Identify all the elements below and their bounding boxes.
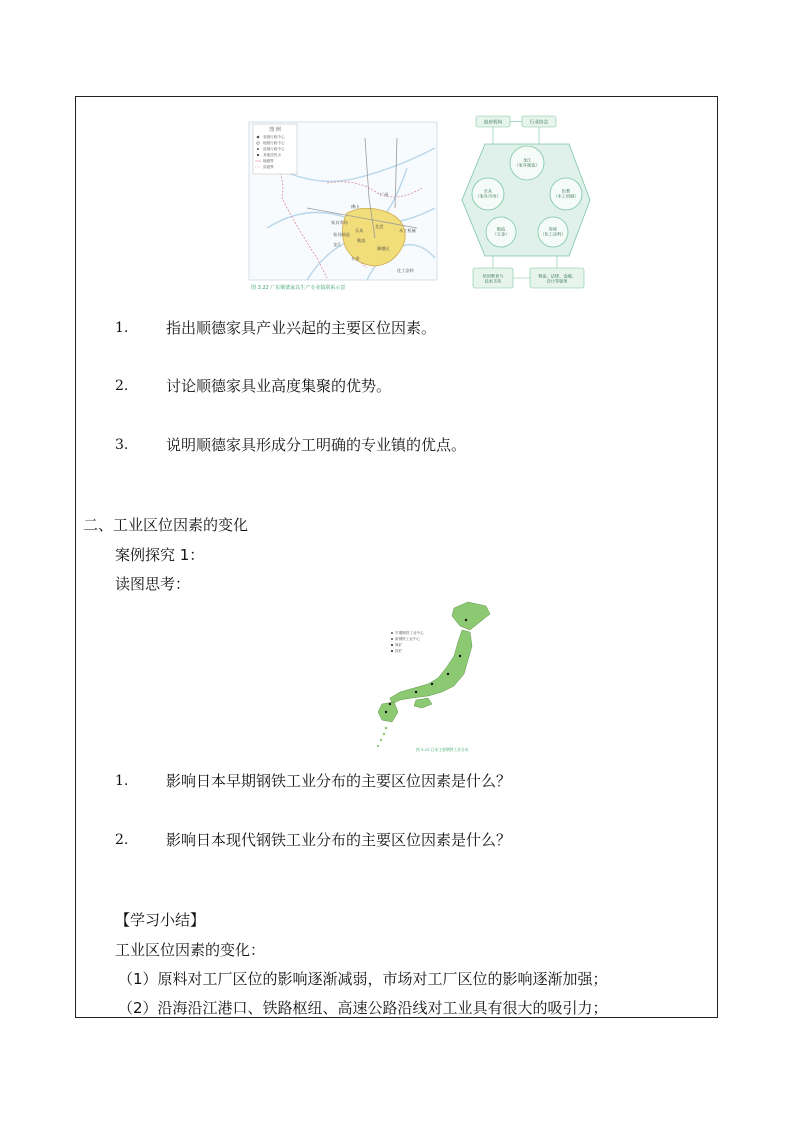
place-label: 化工涂料 (397, 268, 414, 273)
network-node-leliu: 勒流（五金） (492, 226, 510, 237)
legend-item: 铁矿 (395, 649, 403, 654)
question-text: 讨论顺德家具业高度集聚的优势。 (166, 377, 392, 395)
legend-symbol (257, 148, 259, 150)
network-box-services: 物流、法律、金融、会计等服务 (538, 273, 576, 284)
question-number: 1. (115, 320, 129, 336)
summary-item: （1）原料对工厂区位的影响逐渐减弱，市场对工厂区位的影响逐渐加强； (118, 970, 608, 988)
place-label: 家具制造 (333, 232, 350, 237)
legend-item: 地级行政中心 (263, 141, 285, 145)
legend-symbol (257, 154, 259, 156)
place-label: 顺德区 (377, 246, 390, 251)
legend-item: 省级行政中心 (263, 135, 285, 139)
question-number: 1. (115, 773, 129, 789)
legend-symbol (257, 136, 260, 139)
figure-caption: 图 3.22 广东顺德家具生产专业镇联系示意 (251, 285, 346, 291)
question-text: 指出顺德家具产业兴起的主要区位因素。 (166, 319, 437, 337)
network-node-lecong: 乐从（家具市场） (475, 188, 501, 199)
network-node-longjiang: 龙江（家具制造） (514, 157, 540, 168)
legend-item: 煤矿 (395, 643, 403, 648)
network-box-government: 政府机构 (483, 120, 503, 126)
legend-item: 地级界 (263, 159, 274, 163)
place-label: 勒流 (357, 238, 366, 243)
legend-item: 早期钢铁工业中心 (395, 631, 424, 636)
question-number: 2. (115, 378, 129, 394)
question-text: 说明顺德家具形成分工明确的专业镇的优点。 (166, 436, 467, 454)
ryukyu-islands (377, 727, 386, 746)
place-label: 北滘 (375, 224, 384, 229)
legend-item: 其他居民点 (263, 153, 281, 157)
legend-item: 新钢铁工业中心 (395, 637, 421, 642)
place-label: 家具市场 (331, 220, 348, 225)
question-number: 2. (115, 832, 129, 848)
summary-item: （2）沿海沿江港口、铁路枢纽、高速公路沿线对工业具有很大的吸引力； (118, 999, 608, 1017)
place-label: 木工机械 (399, 228, 416, 233)
network-box-association: 行业协会 (529, 120, 549, 126)
shunde-furniture-figure (247, 108, 591, 294)
japan-islands (378, 602, 490, 722)
place-label: 五金 (351, 256, 360, 261)
specialized-town-network (462, 116, 590, 288)
map-legend-title: 图 例 (269, 127, 281, 133)
question-number: 3. (115, 437, 129, 453)
question-text: 影响日本早期钢铁工业分布的主要区位因素是什么？ (166, 772, 512, 790)
place-label: 乐从 (355, 228, 364, 233)
place-label: 龙江 (333, 242, 342, 247)
section-heading: 二、工业区位因素的变化 (83, 516, 249, 534)
network-node-ronggui: 容桂（化工涂料） (540, 226, 566, 237)
question-text: 影响日本现代钢铁工业分布的主要区位因素是什么？ (166, 831, 512, 849)
legend-item: 县级界 (263, 165, 274, 169)
network-node-lunjiao: 伦教（木工机械） (553, 188, 579, 199)
summary-subtitle: 工业区位因素的变化： (115, 941, 266, 959)
figure-caption: 图 3.23 日本主要钢铁工业分布 (416, 747, 469, 752)
place-label: 广州 (380, 192, 389, 197)
legend-item: 县级行政中心 (263, 147, 285, 151)
japan-steel-map (372, 600, 502, 755)
place-label: 佛山 (351, 204, 360, 209)
summary-title: 【学习小结】 (115, 911, 206, 929)
read-label: 读图思考： (115, 575, 191, 593)
network-box-training: 培训教育与技术支持 (482, 273, 504, 284)
case-label: 案例探究 1： (115, 546, 205, 564)
